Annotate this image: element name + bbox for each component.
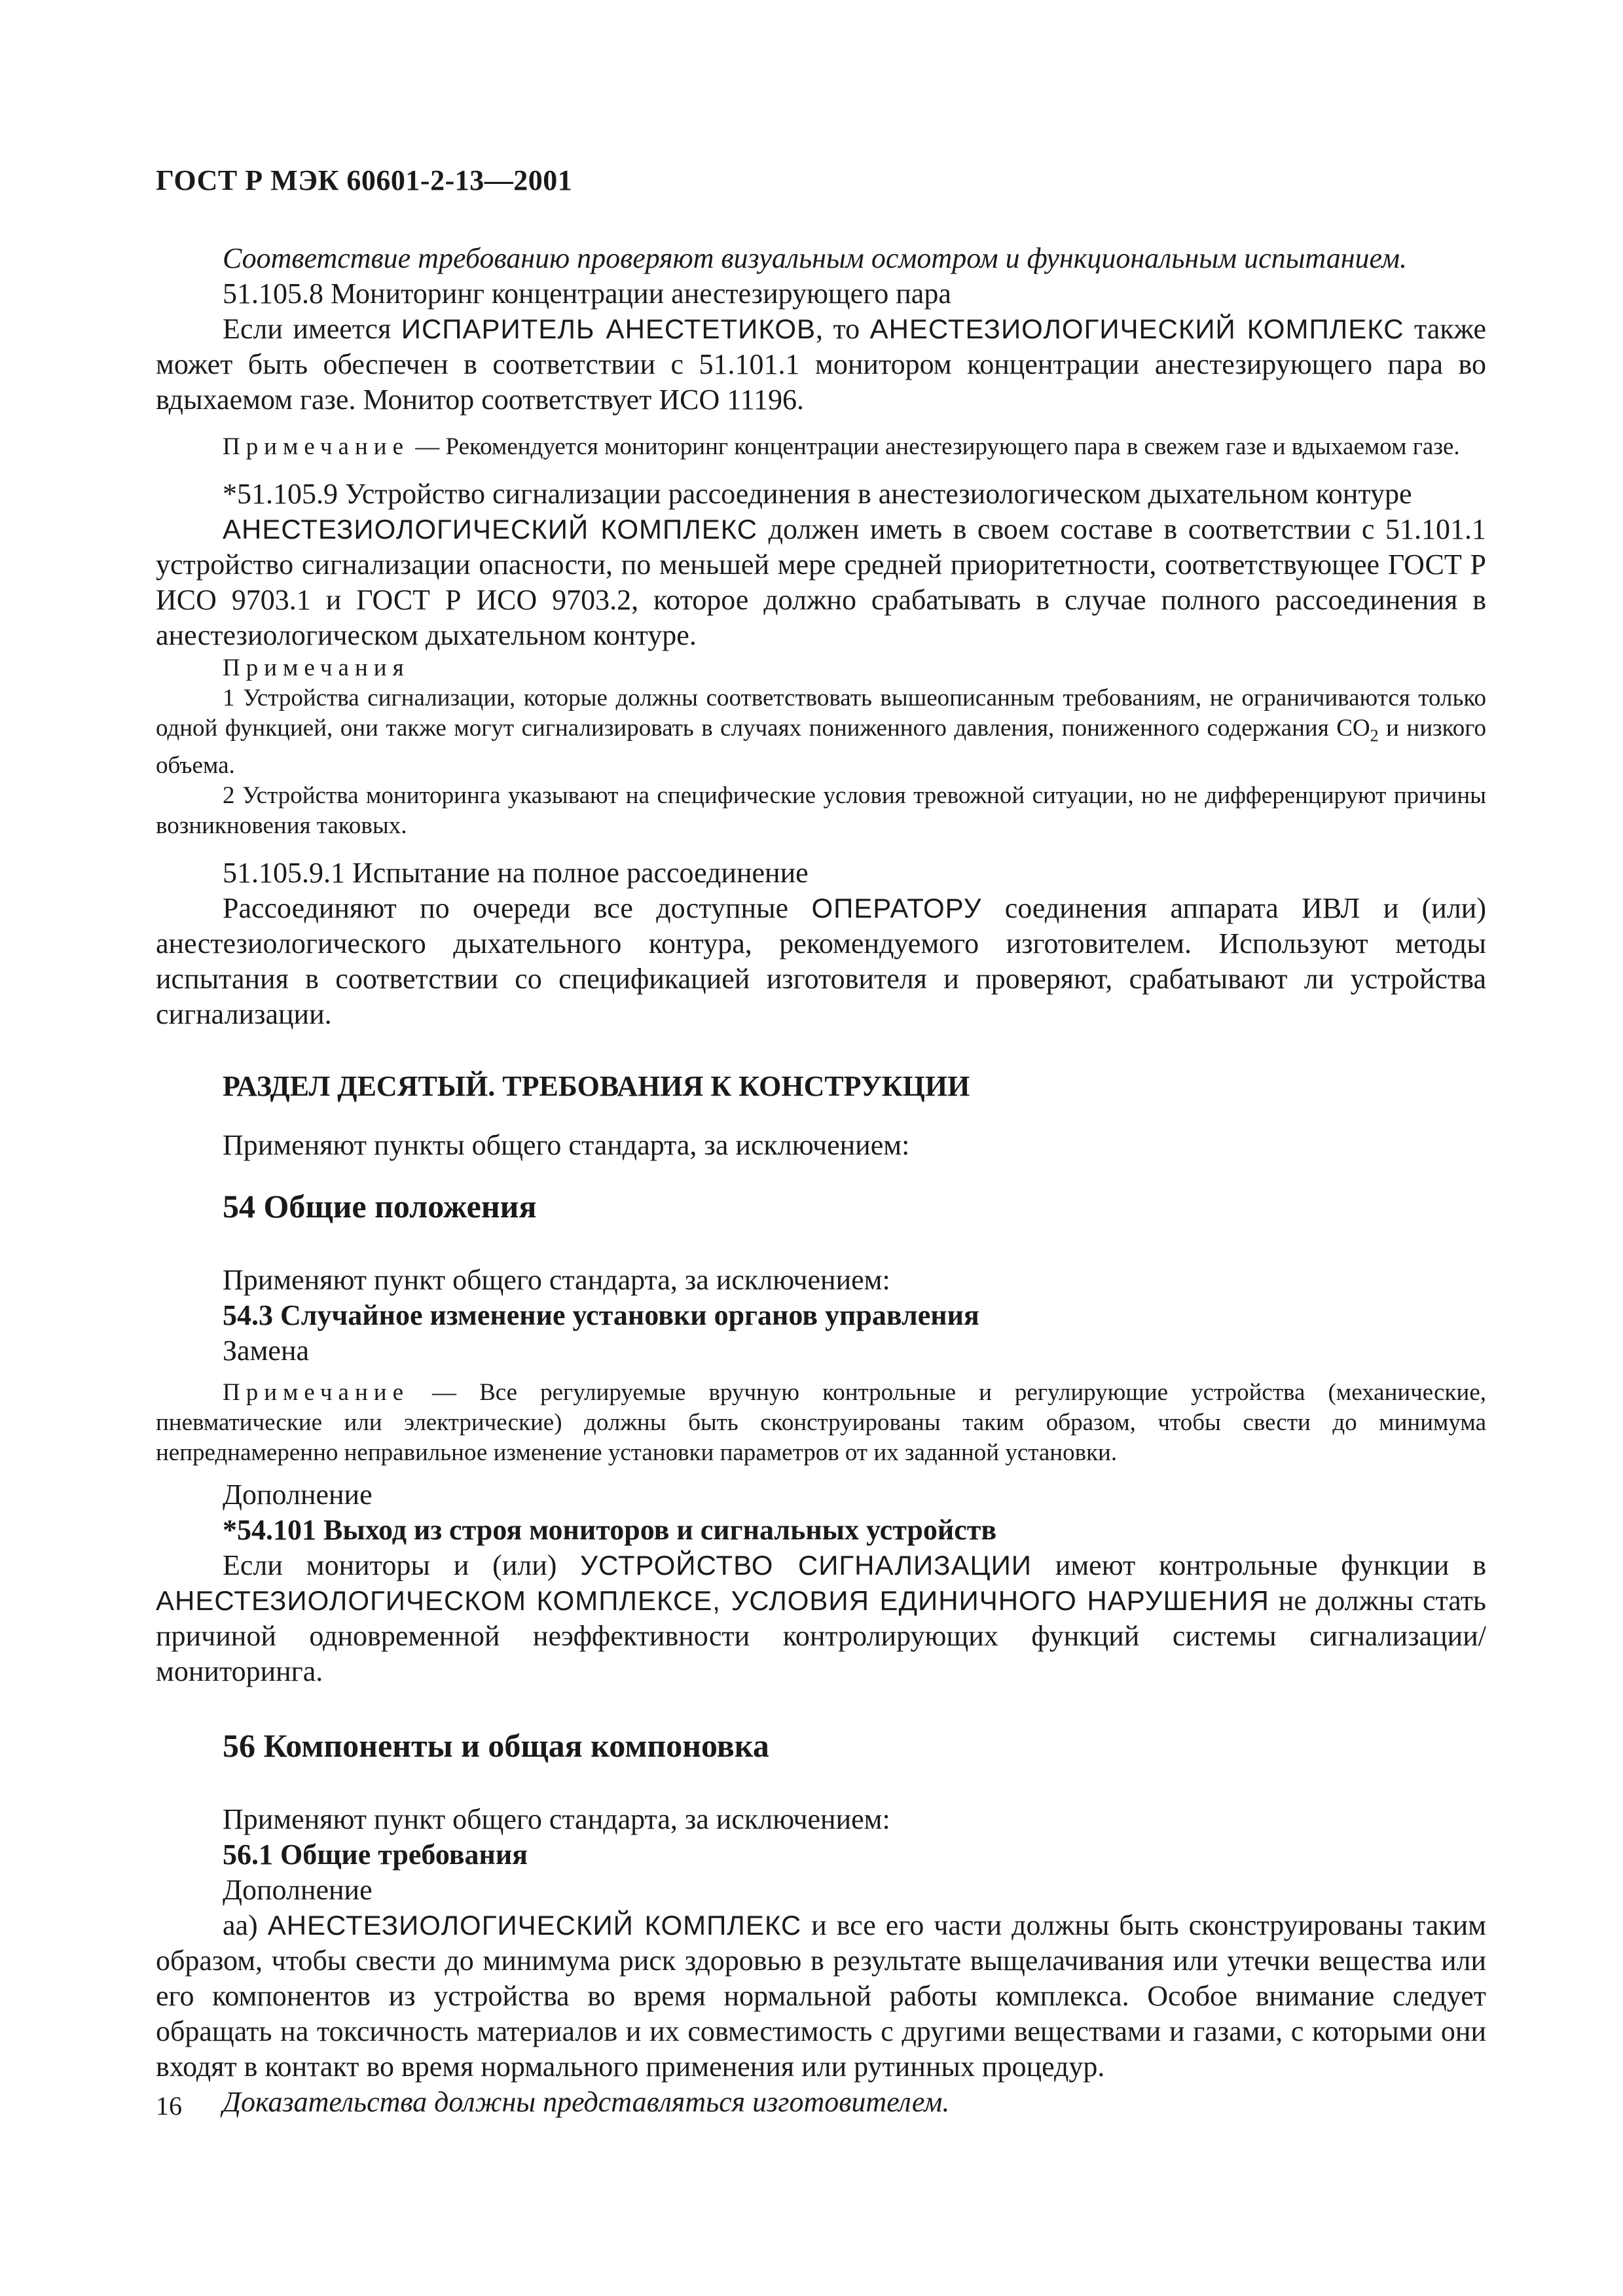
label-replacement: Замена [223,1335,310,1367]
label-addition-2: Дополнение [223,1874,373,1907]
clause-51-105-8-title: 51.105.8 Мониторинг концентрации анестезирующего пара [223,278,951,310]
document-body [156,241,1486,2120]
clause-51-105-9-title: *51.105.9 Устройство сигнализации рассоединения в анестезиологическом дыхательном контуре [223,478,1412,510]
document-code-header: ГОСТ Р МЭК 60601-2-13—2001 [156,164,573,196]
heading-56: 56 Компоненты и общая компоновка [223,1727,769,1765]
paragraph-disconnection-test: Рассоединяют по очереди все доступные ОПЕРАТОРУ соединения аппарата ИВЛ и (или) анестезиологического дыхательного контура, рекомендуемого изготовителем. Используют методы испытания в соответствии со спецификацией изготовителя и проверяют, срабатывают ли устройства сигнализации. [156,892,1486,1031]
heading-54-3: 54.3 Случайное изменение установки органов управления [223,1299,979,1332]
paragraph-vaporizer: Если имеется ИСПАРИТЕЛЬ АНЕСТЕТИКОВ, то АНЕСТЕЗИОЛОГИЧЕСКИЙ КОМПЛЕКС также может быть обеспечен в соответствии с 51.101.1 монитором концентрации анестезирующего пара во вдыхаемом газе. Монитор соответствует ИСО 11196. [156,313,1486,416]
paragraph-disconnection-alarm: АНЕСТЕЗИОЛОГИЧЕСКИЙ КОМПЛЕКС должен иметь в своем составе в соответствии с 51.101.1 устройство сигнализации опасности, по меньшей мере средней приоритетности, соответствующее ГОСТ Р ИСО 9703.1 и ГОСТ Р ИСО 9703.2, которое должно срабатывать в случае полного рассоединения в анестезиологическом дыхательном контуре. [156,513,1486,651]
paragraph-apply-clause-54: Применяют пункт общего стандарта, за исключением: [223,1264,890,1297]
label-addition: Дополнение [223,1479,373,1511]
note-manual-controls: Примечание — Все регулируемые вручную контрольные и регулирующие устройства (механические, пневматические или электрические) должны быть сконструированы таким образом, чтобы свести до минимума непреднамеренно неправильное изменение установки параметров от их заданной установки. [156,1379,1486,1467]
paragraph-apply-clause-56: Применяют пункт общего стандарта, за исключением: [223,1803,890,1836]
note-vapour-monitoring: Примечание — Рекомендуется мониторинг концентрации анестезирующего пара в свежем газе и вдыхаемом газе. [223,433,1460,460]
page-number: 16 [156,2091,182,2121]
paragraph-apply-clauses: Применяют пункты общего стандарта, за исключением: [223,1129,910,1162]
heading-56-1: 56.1 Общие требования [223,1839,528,1871]
clause-51-105-9-1-title: 51.105.9.1 Испытание на полное рассоединение [223,857,809,889]
note-2: 2 Устройства мониторинга указывают на специфические условия тревожной ситуации, но не дифференцируют причины возникновения таковых. [156,782,1486,840]
heading-54: 54 Общие положения [223,1188,537,1225]
paragraph-evidence: Доказательства должны представляться изготовителем. [223,2086,950,2119]
section-title: РАЗДЕЛ ДЕСЯТЫЙ. ТРЕБОВАНИЯ К КОНСТРУКЦИИ [223,1070,970,1103]
paragraph-materials: аа) АНЕСТЕЗИОЛОГИЧЕСКИЙ КОМПЛЕКС и все его части должны быть сконструированы таким образом, чтобы свести до минимума риск здоровью в результате выщелачивания или утечки вещества или его компонентов из устройства во время нормальной работы комплекса. Особое внимание следует обращать на токсичность материалов и их совместимость с другими веществами и газами, с которыми они входят в контакт во время нормального применения или рутинных процедур. [156,1909,1486,2083]
notes-label: Примечания [223,655,410,681]
paragraph-compliance-check: Соответствие требованию проверяют визуальным осмотром и функциональным испытанием. [223,242,1408,274]
note-1: 1 Устройства сигнализации, которые должны соответствовать вышеописанным требованиям, не ограничиваются только одной функцией, они также могут сигнализировать в случаях пониженного давления, пониженного содержания $CO_2$ и низкого объема. [156,685,1487,780]
paragraph-monitor-failure: Если мониторы и (или) УСТРОЙСТВО СИГНАЛИЗАЦИИ имеют контрольные функции в АНЕСТЕЗИОЛОГИЧЕСКОМ КОМПЛЕКСЕ, УСЛОВИЯ ЕДИНИЧНОГО НАРУШЕНИЯ не должны стать причиной одновременной неэффективности контролирующих функций системы сигнализации/мониторинга. [156,1549,1486,1688]
heading-54-101: *54.101 Выход из строя мониторов и сигнальных устройств [223,1514,997,1547]
